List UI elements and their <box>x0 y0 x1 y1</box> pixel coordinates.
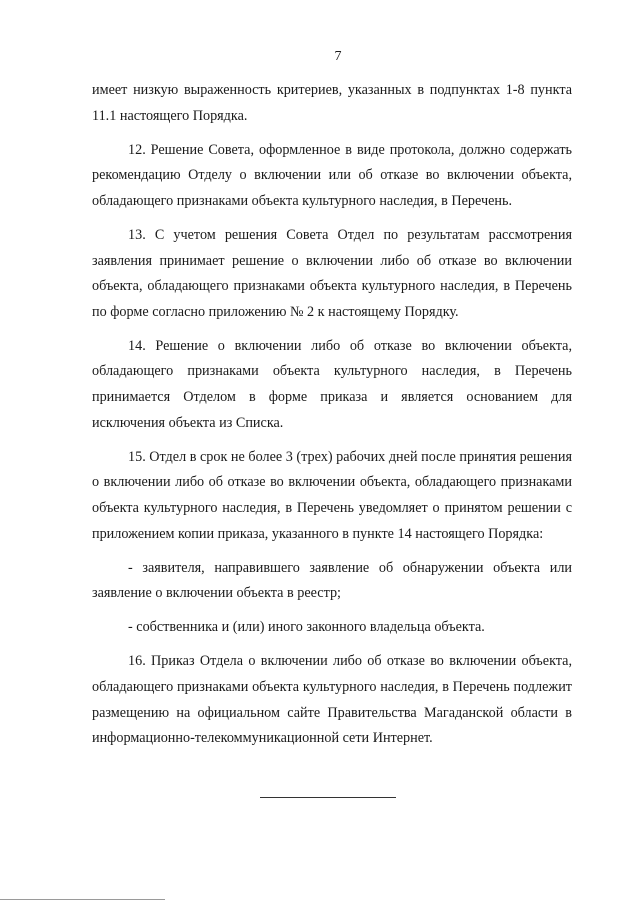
end-separator-line <box>260 797 396 798</box>
paragraph-12: 12. Решение Совета, оформленное в виде протокола, должно содержать рекомендацию Отделу о включении или об отказе во включении объекта, обладающего признаками объекта культурного наследия, в Перечень. <box>92 141 572 209</box>
page-number: 7 <box>334 49 342 64</box>
document-body <box>92 78 572 760</box>
paragraph-13: 13. С учетом решения Совета Отдел по результатам рассмотрения заявления принимает решение о включении либо об отказе во включении объекта, обладающего признаками объекта культурного наследия, в Перечень по форме согласно приложению № 2 к настоящему Порядку. <box>92 226 572 320</box>
paragraph-15-item-owner: - собственника и (или) иного законного владельца объекта. <box>128 619 485 636</box>
paragraph-14: 14. Решение о включении либо об отказе во включении объекта, обладающего признаками объекта культурного наследия, в Перечень принимается Отделом в форме приказа и является основанием для исключения объекта из Списка. <box>92 337 572 431</box>
scan-edge-line <box>0 899 165 900</box>
paragraph-15-item-applicant: - заявителя, направившего заявление об обнаружении объекта или заявление о включении объекта в реестр; <box>92 559 572 602</box>
paragraph-15: 15. Отдел в срок не более 3 (трех) рабочих дней после принятия решения о включении либо об отказе во включении объекта, обладающего признаками объекта культурного наследия, в Перечень уведомляет о принятом решении с приложением копии приказа, указанного в пункте 14 настоящего Порядка: <box>92 448 572 542</box>
paragraph-16: 16. Приказ Отдела о включении либо об отказе во включении объекта, обладающего признаками объекта культурного наследия, в Перечень подлежит размещению на официальном сайте Правительства Магаданской области в информационно-телекоммуникационной сети Интернет. <box>92 653 572 747</box>
paragraph-continuation: имеет низкую выраженность критериев, указанных в подпунктах 1-8 пункта 11.1 настоящего Порядка. <box>92 82 572 124</box>
